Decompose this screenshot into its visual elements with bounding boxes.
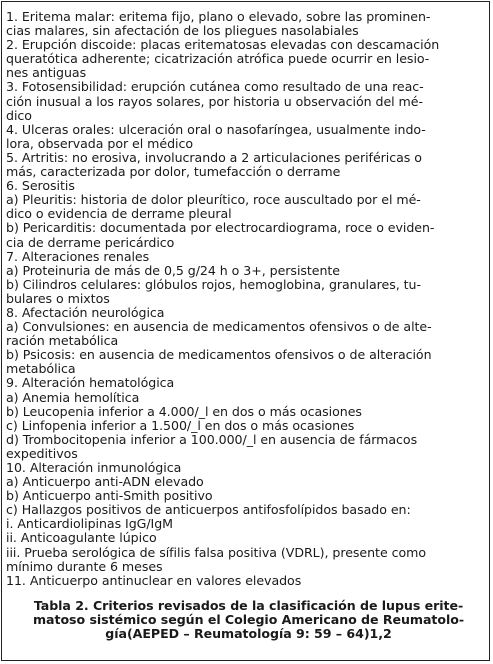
- criteria-line: b) Pericarditis: documentada por electrocardiograma, roce o eviden-: [6, 220, 435, 236]
- criteria-line: b) Anticuerpo anti-Smith positivo: [6, 488, 213, 504]
- criteria-line: 11. Anticuerpo antinuclear en valores elevados: [6, 572, 302, 588]
- criteria-line: 1. Eritema malar: eritema fijo, plano o elevado, sobre las prominen-: [6, 9, 431, 24]
- criteria-line: ración metabólica: [6, 333, 119, 349]
- criteria-line: b) Cilindros celulares: glóbulos rojos, hemoglobina, granulares, tu-: [6, 276, 421, 292]
- criteria-line: a) Anemia hemolítica: [6, 389, 140, 405]
- criteria-line: nes antiguas: [6, 65, 87, 81]
- criteria-line: 6. Serositis: [6, 178, 75, 194]
- criteria-line: 2. Erupción discoide: placas eritematosas elevadas con descamación: [6, 37, 440, 53]
- criteria-line: metabólica: [6, 361, 76, 377]
- criteria-line: dico o evidencia de derrame pleural: [6, 206, 232, 222]
- table-caption: [8, 599, 489, 641]
- criteria-line: a) Convulsiones: en ausencia de medicamentos ofensivos o de alte-: [6, 319, 432, 335]
- criteria-line: cia de derrame pericárdico: [6, 234, 175, 250]
- criteria-line: mínimo durante 6 meses: [6, 558, 163, 574]
- caption-line: Tabla 2. Criterios revisados de la clasificación de lupus erite-: [33, 598, 464, 613]
- criteria-line: 4. Ulceras orales: ulceración oral o nasofaríngea, usualmente indo-: [6, 121, 426, 137]
- criteria-line: b) Leucopenia inferior a 4.000/_l en dos o más ocasiones: [6, 403, 362, 419]
- criteria-line: ción inusual a los rayos solares, por historia u observación del mé-: [6, 93, 423, 109]
- criteria-line: a) Pleuritis: historia de dolor pleurítico, roce auscultado por el mé-: [6, 192, 421, 208]
- criteria-line: más, caracterizada por dolor, tumefacción o derrame: [6, 164, 341, 180]
- criteria-list: [6, 10, 489, 588]
- criteria-line: a) Proteinuria de más de 0,5 g/24 h o 3+, persistente: [6, 262, 341, 278]
- table-frame: [1, 1, 490, 661]
- criteria-line: 5. Artritis: no erosiva, involucrando a 2 articulaciones periféricas o: [6, 149, 422, 165]
- criteria-line: c) Hallazgos positivos de anticuerpos antifosfolípidos basado en:: [6, 502, 411, 518]
- caption-line: matoso sistémico según el Colegio Americano de Reumatolo-: [32, 612, 465, 628]
- criteria-line: d) Trombocitopenia inferior a 100.000/_l en ausencia de fármacos: [6, 431, 418, 447]
- criteria-line: ii. Anticoagulante lúpico: [6, 530, 157, 546]
- criteria-line: a) Anticuerpo anti-ADN elevado: [6, 474, 204, 490]
- criteria-line: cias malares, sin afectación de los pliegues nasolabiales: [6, 23, 359, 39]
- criteria-line: b) Psicosis: en ausencia de medicamentos ofensivos o de alteración: [6, 347, 432, 363]
- criteria-line: 7. Alteraciones renales: [6, 248, 150, 264]
- criteria-line: i. Anticardiolipinas IgG/IgM: [6, 516, 173, 532]
- criteria-line: 10. Alteración inmunológica: [6, 460, 182, 475]
- criteria-line: lora, observada por el médico: [6, 135, 193, 151]
- criteria-line: 9. Alteración hematológica: [6, 375, 175, 391]
- criteria-line: bulares o mixtos: [6, 290, 110, 306]
- criteria-line: 3. Fotosensibilidad: erupción cutánea como resultado de una reac-: [6, 79, 424, 95]
- criteria-line: c) Linfopenia inferior a 1.500/_l en dos o más ocasiones: [6, 417, 355, 433]
- caption-line: gía(AEPED – Reumatología 9: 59 – 64)1,2: [105, 626, 392, 642]
- criteria-line: 8. Afectación neurológica: [6, 304, 165, 320]
- criteria-line: queratótica adherente; cicatrización atrófica puede ocurrir en lesio-: [6, 51, 430, 67]
- criteria-line: iii. Prueba serológica de sífilis falsa positiva (VDRL), presente como: [6, 544, 426, 560]
- criteria-line: expeditivos: [6, 445, 78, 461]
- criteria-line: dico: [6, 107, 32, 123]
